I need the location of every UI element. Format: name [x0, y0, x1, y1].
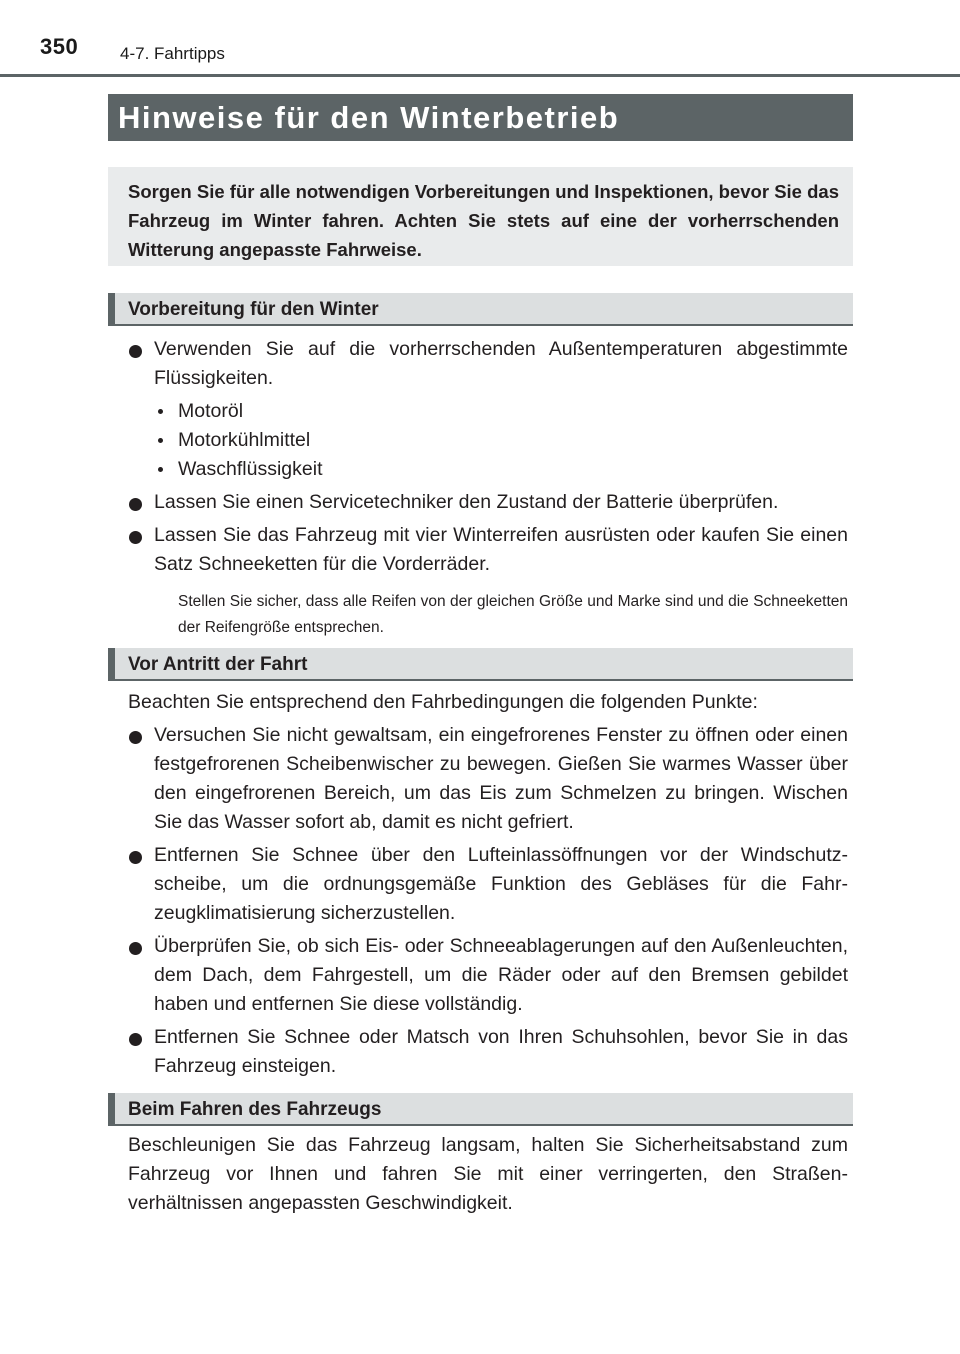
bullet-icon: [129, 942, 142, 955]
list-item: [128, 721, 848, 837]
bullet-icon: [129, 498, 142, 511]
bullet-text: Überprüfen Sie, ob sich Eis- oder Schneeablagerungen auf den Außenleuchten, dem Dach, dem Fahrgestell, um die Räder oder auf den Bremsen gebildet haben und entfernen Sie diese vollständig.: [154, 935, 848, 1015]
list-item: [128, 932, 848, 1019]
bullet-icon: [129, 531, 142, 544]
before-driving-content: [128, 688, 848, 1085]
bullet-text: Versuchen Sie nicht gewaltsam, ein eingefrorenes Fenster zu öffnen oder einen festgefrorenen Scheibenwischer zu bewegen. Gießen Sie warmes Wasser über den eingefrorenen Bereich, um das Eis zum Schmelzen zu bringen. Wischen Sie das Wasser sofort ab, damit es nicht gefriert.: [154, 724, 848, 833]
lead-text: Beachten Sie entsprechend den Fahrbedingungen die folgenden Punkte:: [128, 691, 758, 713]
subhead-while-driving: Beim Fahren des Fahrzeugs: [108, 1093, 853, 1126]
bullet-text: Verwenden Sie auf die vorherrschenden Außentemperaturen abgestimmte Flüssigkeiten.: [154, 338, 848, 389]
bullet-text: Lassen Sie einen Servicetechniker den Zustand der Batterie überprüfen.: [154, 491, 779, 513]
bullet-icon: [129, 731, 142, 744]
subhead-before-driving: Vor Antritt der Fahrt: [108, 648, 853, 681]
intro-text: Sorgen Sie für alle notwendigen Vorbereitungen und Inspektionen, bevor Sie das Fahrzeug im Winter fahren. Achten Sie stets auf eine der vorherrschenden Witterung angepasste Fahrweise.: [128, 181, 839, 260]
bullet-icon: [129, 1033, 142, 1046]
winter-prep-content: [128, 335, 848, 641]
body-text: Beschleunigen Sie das Fahrzeug langsam, halten Sie Sicherheitsabstand zum Fahrzeug vor Ihnen und fahren Sie mit einer verringerten, den Straßenverhältnissen angepassten Geschwindigkeit.: [128, 1134, 848, 1214]
subhead-winter-prep: Vorbereitung für den Winter: [108, 293, 853, 326]
sub-list-item: [128, 455, 848, 484]
sub-list-item: [128, 397, 848, 426]
header-rule: [0, 74, 960, 77]
page-header: [0, 0, 960, 78]
section-label: 4-7. Fahrtipps: [120, 44, 225, 63]
sub-bullet-icon: [158, 438, 163, 443]
list-item: [128, 1023, 848, 1081]
bullet-icon: [129, 851, 142, 864]
note-text: Stellen Sie sicher, dass alle Reifen von der gleichen Größe und Marke sind und die Schneeketten der Reifengröße entsprechen.: [178, 593, 848, 636]
sub-item-text: Waschflüssigkeit: [178, 458, 323, 480]
bullet-text: Lassen Sie das Fahrzeug mit vier Winterreifen ausrüsten oder kaufen Sie einen Satz Schneeketten für die Vorderräder.: [154, 524, 848, 575]
intro-box: [108, 167, 853, 266]
page-number: 350: [40, 34, 79, 59]
list-item: [128, 335, 848, 393]
sub-item-text: Motoröl: [178, 400, 244, 422]
list-item: [128, 841, 848, 928]
bullet-text: Entfernen Sie Schnee oder Matsch von Ihren Schuhsohlen, bevor Sie in das Fahrzeug einsteigen.: [154, 1026, 848, 1077]
sub-item-text: Motorkühlmittel: [178, 429, 311, 451]
sub-bullet-icon: [158, 409, 163, 414]
page-title: Hinweise für den Winterbetrieb: [108, 94, 853, 141]
bullet-text: Entfernen Sie Schnee über den Lufteinlassöffnungen vor der Windschutzscheibe, um die ordnungsgemäße Funktion des Gebläses für die Fahrzeugklimatisierung sicherzustellen.: [154, 844, 848, 924]
bullet-icon: [129, 345, 142, 358]
list-item: [128, 521, 848, 579]
list-item: [128, 488, 848, 517]
while-driving-content: [128, 1131, 848, 1222]
sub-bullet-icon: [158, 467, 163, 472]
sub-list-item: [128, 426, 848, 455]
